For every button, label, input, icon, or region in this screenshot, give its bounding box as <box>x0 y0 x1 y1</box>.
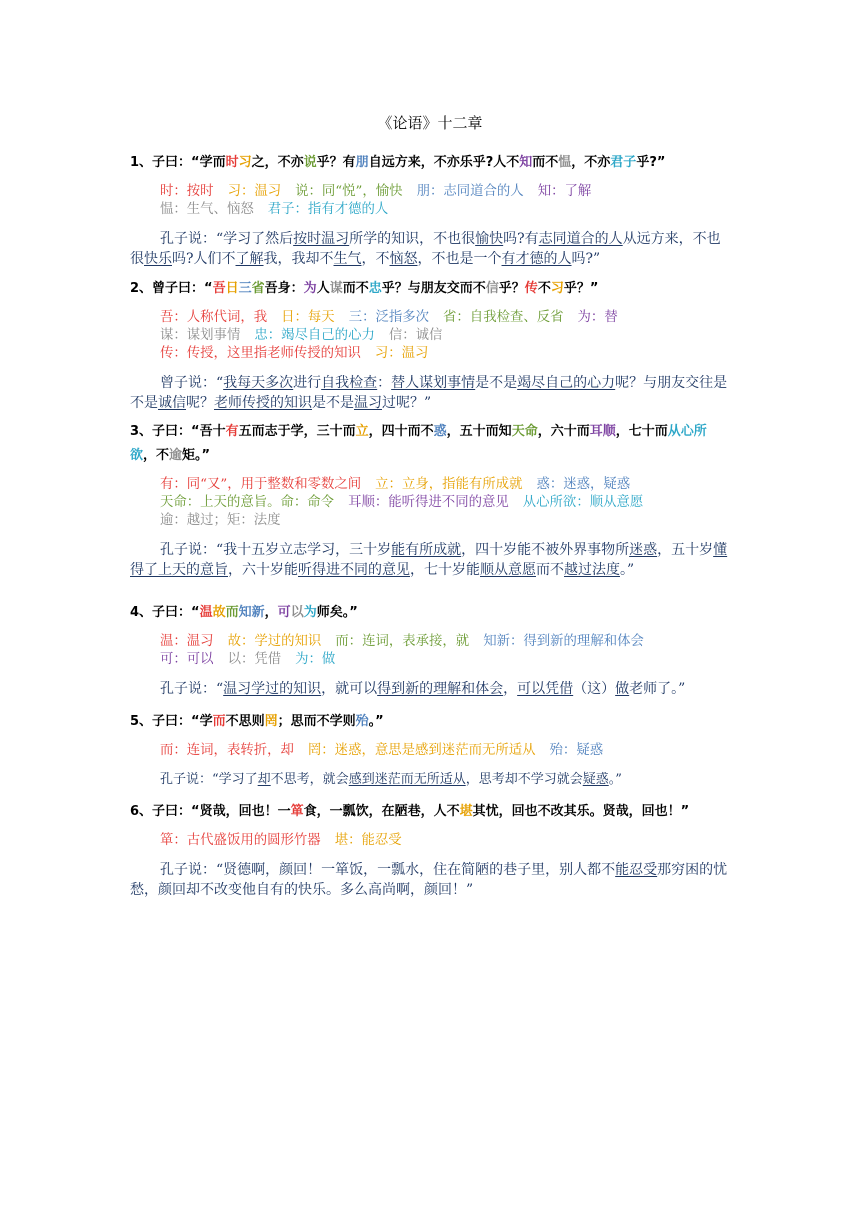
chapter-4 <box>130 601 732 699</box>
text-run: 那穷困的忧愁，颜回却不改变他自有的快乐。多么高尚啊，颜回！” <box>130 862 728 898</box>
keyword-underline: 温习学过的知识 <box>223 681 322 697</box>
text-run: 吾 <box>212 281 226 296</box>
keyword-underline: 愉快 <box>475 231 504 247</box>
text-run: ，五十岁 <box>657 542 714 558</box>
keyword-underline: 做 <box>615 681 630 697</box>
text-run: 吗?” <box>571 251 601 267</box>
text-run: 人 <box>316 281 330 296</box>
text-run: 逾 <box>169 448 183 463</box>
annotation: 吾：人称代词，我 <box>160 310 268 325</box>
annotations <box>130 476 732 530</box>
text-run: 呢？ <box>186 395 214 411</box>
keyword-underline: 有才德的人 <box>501 251 572 267</box>
annotation-line <box>160 633 732 651</box>
keyword-underline: 顺从意愿 <box>480 562 536 578</box>
text-run: 殆 <box>355 714 369 729</box>
annotations <box>130 309 732 363</box>
keyword-underline: 了解 <box>235 251 264 267</box>
keyword-underline: 得到新的理解和体会 <box>377 681 504 697</box>
text-run: 耳顺 <box>589 424 616 439</box>
translation <box>130 373 732 413</box>
annotation-line <box>160 183 732 201</box>
text-run: 吾身： <box>264 281 304 296</box>
text-run: 师矣。” <box>316 605 358 620</box>
annotation: 堪：能忍受 <box>334 833 402 848</box>
annotation: 愠：生气、恼怒 <box>160 202 254 217</box>
text-run: ： <box>377 375 392 391</box>
annotation: 有：同“又”，用于整数和零数之间 <box>160 477 362 492</box>
text-run: 5、子曰：“学 <box>130 714 213 729</box>
annotation: 习：温习 <box>374 346 429 361</box>
annotation: 日：每天 <box>281 310 335 325</box>
text-run: ，就可以 <box>321 681 378 697</box>
annotation-line <box>160 494 732 512</box>
text-run: 知 <box>519 155 533 170</box>
chapter-1 <box>130 151 732 269</box>
annotation-line <box>160 345 732 363</box>
keyword-underline: 老师传授的知识 <box>214 395 312 411</box>
annotation-line <box>160 651 732 669</box>
keyword-underline: 快乐 <box>144 251 172 267</box>
text-run: 而不 <box>532 155 559 170</box>
annotation: 罔：迷惑，意思是感到迷茫而无所适从 <box>307 743 536 758</box>
text-run: 孔子说：“贤德啊，颜回！一箪饭，一瓢水，住在简陋的巷子里，别人都不 <box>160 862 616 878</box>
text-run: ， <box>264 605 278 620</box>
text-run: ，四十而不 <box>368 424 434 439</box>
text-run: ，五十而知 <box>446 424 512 439</box>
verse <box>130 601 732 625</box>
annotation: 故：学过的知识 <box>227 634 322 649</box>
text-run: 而不 <box>342 281 369 296</box>
text-run: 所学的知识，不也很 <box>349 231 476 247</box>
text-run: ， <box>503 681 518 697</box>
annotations <box>130 742 732 760</box>
keyword-underline: 按时温习 <box>293 231 350 247</box>
keyword-underline: 诚信 <box>158 395 186 411</box>
keyword-underline: 感到迷茫而无所适从 <box>348 772 466 787</box>
text-run: 自远方来，不亦乐乎?人不 <box>368 155 520 170</box>
annotations <box>130 183 732 219</box>
text-run: 3、子曰：“吾十 <box>130 424 226 439</box>
text-run: 是不是 <box>312 395 354 411</box>
annotation: 天命：上天的意旨。命：命令 <box>160 495 335 510</box>
annotation-line <box>160 327 732 345</box>
translation <box>130 860 732 900</box>
text-run: 呢？与朋友交往是不是 <box>130 375 728 411</box>
keyword-underline: 我每天多次 <box>223 375 294 391</box>
text-run: 习 <box>238 155 252 170</box>
text-run: 日 <box>225 281 239 296</box>
text-run: 有 <box>225 424 239 439</box>
annotation: 朋：志同道合的人 <box>416 184 524 199</box>
text-run: 五而志于学，三十而 <box>238 424 356 439</box>
annotation-line <box>160 742 732 760</box>
text-run: ，思考却不学习就会 <box>465 772 583 787</box>
text-run: 以 <box>290 605 304 620</box>
text-run: 不思则 <box>225 714 265 729</box>
text-run: 乎？有 <box>316 155 356 170</box>
text-run: 三 <box>238 281 252 296</box>
text-run: ；思而不学则 <box>277 714 356 729</box>
keyword-underline: 能忍受 <box>615 862 658 878</box>
keyword-underline: 法度 <box>592 562 620 578</box>
text-run: 故 <box>212 605 226 620</box>
keyword-underline: 自我检查 <box>321 375 378 391</box>
keyword-underline: 却 <box>257 772 271 787</box>
text-run: 乎？ <box>498 281 525 296</box>
text-run: 进行 <box>293 375 322 391</box>
text-run: 愠 <box>558 155 572 170</box>
text-run: 2、曾子曰：“ <box>130 281 213 296</box>
text-run: 吗?人们不 <box>172 251 236 267</box>
verse <box>130 710 732 734</box>
keyword-underline: 懂得了上天的意旨 <box>130 542 728 578</box>
text-run: ，不 <box>143 448 170 463</box>
annotation: 惑：迷惑，疑惑 <box>536 477 631 492</box>
text-run: 食，一瓢饮，在陋巷，人不 <box>303 804 460 819</box>
annotation: 为：替 <box>577 310 618 325</box>
annotation: 传：传授，这里指老师传授的知识 <box>160 346 361 361</box>
text-run: 其忧，回也不改其乐。贤哉，回也！” <box>472 804 690 819</box>
text-run: 我，我却不 <box>263 251 334 267</box>
text-run: 省 <box>251 281 265 296</box>
text-run: ，不也是一个 <box>417 251 502 267</box>
annotation: 从心所欲：顺从意愿 <box>522 495 644 510</box>
keyword-underline: 能有所成就 <box>391 542 462 558</box>
translation <box>130 540 732 580</box>
annotations <box>130 832 732 850</box>
keyword-underline: 恼怒 <box>389 251 418 267</box>
text-run: ，不亦 <box>571 155 611 170</box>
text-run: 惑 <box>433 424 447 439</box>
annotation-line <box>160 512 732 530</box>
keyword-underline: 听得进不同的意见 <box>298 562 410 578</box>
keyword-underline: 替人谋划事情 <box>391 375 476 391</box>
text-run: 孔子说：“我十五岁立志学习，三十岁 <box>160 542 392 558</box>
text-run: 乎？与朋友交而不 <box>381 281 486 296</box>
annotation: 以：凭借 <box>227 652 282 667</box>
annotation: 逾：越过；矩：法度 <box>160 513 281 528</box>
annotation: 忠：竭尽自己的心力 <box>254 328 375 343</box>
text-run: 时 <box>225 155 239 170</box>
text-run: 。” <box>620 562 635 578</box>
text-run: 为 <box>303 605 317 620</box>
chapter-6 <box>130 800 732 900</box>
annotation: 习：温习 <box>227 184 282 199</box>
verse <box>130 800 732 824</box>
keyword-underline: 竭尽自己的心力 <box>517 375 616 391</box>
text-run: 堪 <box>459 804 473 819</box>
annotation: 而：连词，表转折，却 <box>160 743 294 758</box>
text-run: 习 <box>550 281 564 296</box>
chapter-5 <box>130 710 732 790</box>
text-run: 说 <box>303 155 317 170</box>
annotation: 箪：古代盛饭用的圆形竹器 <box>160 833 321 848</box>
text-run: ，六十而 <box>537 424 590 439</box>
text-run: 。” <box>368 714 384 729</box>
text-run: ，四十岁能不被外界事物所 <box>461 542 630 558</box>
keyword-underline: 迷惑 <box>629 542 658 558</box>
text-run: 而 <box>212 714 226 729</box>
annotation-line <box>160 476 732 494</box>
text-run: ，不 <box>361 251 390 267</box>
text-run: 。” <box>608 772 622 787</box>
annotation: 信：诚信 <box>388 328 443 343</box>
annotation: 三：泛指多次 <box>348 310 430 325</box>
annotation: 君子：指有才德的人 <box>267 202 389 217</box>
keyword-underline: 疑惑 <box>582 772 609 787</box>
text-run: 传 <box>524 281 538 296</box>
keyword-underline: 生气 <box>333 251 362 267</box>
text-run: 信 <box>485 281 499 296</box>
keyword-underline: 志同道合的人 <box>538 231 623 247</box>
text-run: ，六十岁能 <box>228 562 298 578</box>
text-run: 乎？” <box>563 281 599 296</box>
annotation-line <box>160 832 732 850</box>
text-run: 矩。” <box>182 448 211 463</box>
annotation-line <box>160 201 732 219</box>
text-run: 孔子说：“ <box>160 681 224 697</box>
translation <box>130 229 732 269</box>
text-run: 过呢？” <box>382 395 432 411</box>
text-run: 为 <box>303 281 317 296</box>
text-run: 6、子曰：“贤哉，回也！一 <box>130 804 291 819</box>
annotations <box>130 633 732 669</box>
text-run: 朋 <box>355 155 369 170</box>
annotation: 时：按时 <box>160 184 214 199</box>
verse <box>130 277 732 301</box>
text-run: 老师了。” <box>629 681 686 697</box>
annotation: 殆：疑惑 <box>549 743 604 758</box>
text-run: 忠 <box>368 281 382 296</box>
text-run: 天命 <box>511 424 538 439</box>
text-run: 之，不亦 <box>251 155 304 170</box>
text-run: 可 <box>277 605 291 620</box>
text-run: 箪 <box>290 804 304 819</box>
text-run: 乎?” <box>636 155 666 170</box>
text-run: 孔子说：“学习了 <box>160 772 258 787</box>
text-run: （这） <box>573 681 616 697</box>
annotation: 为：做 <box>295 652 336 667</box>
text-run: 而不 <box>536 562 564 578</box>
text-run: 罔 <box>264 714 278 729</box>
text-run: 4、子曰：“ <box>130 605 200 620</box>
text-run: 知新 <box>238 605 265 620</box>
text-run: 不 <box>537 281 551 296</box>
translation <box>130 770 732 790</box>
chapter-3 <box>130 420 732 580</box>
translation <box>130 679 732 699</box>
text-run: 君子 <box>610 155 637 170</box>
document-title: 《论语》十二章 <box>377 114 483 132</box>
annotation: 可：可以 <box>160 652 214 667</box>
text-run: 立 <box>355 424 369 439</box>
text-run: 不思考，就会 <box>270 772 349 787</box>
text-run: 温 <box>199 605 213 620</box>
text-run: 吗?有 <box>503 231 539 247</box>
annotation: 知新：得到新的理解和体会 <box>483 634 644 649</box>
annotation: 省：自我检查、反省 <box>443 310 564 325</box>
annotation: 温：温习 <box>160 634 214 649</box>
annotation: 谋：谋划事情 <box>160 328 241 343</box>
annotation: 知：了解 <box>537 184 592 199</box>
annotation: 说：同“悦”，愉快 <box>295 184 403 199</box>
annotation: 立：立身，指能有所成就 <box>375 477 523 492</box>
annotation-line <box>160 309 732 327</box>
keyword-underline: 温习 <box>354 395 382 411</box>
annotation: 耳顺：能听得进不同的意见 <box>348 495 509 510</box>
text-run: 而 <box>225 605 239 620</box>
verse <box>130 151 732 175</box>
text-run: 曾子说：“ <box>160 375 224 391</box>
verse <box>130 420 732 468</box>
keyword-underline: 可以凭借 <box>517 681 574 697</box>
text-run: 从心所欲 <box>130 424 707 463</box>
text-run: ，七十岁能 <box>410 562 480 578</box>
keyword-underline: 越过 <box>564 562 592 578</box>
text-run: 谋 <box>329 281 343 296</box>
text-run: 从远方来，不也很 <box>130 231 721 267</box>
text-run: 是不是 <box>475 375 518 391</box>
text-run: 孔子说：“学习了然后 <box>160 231 294 247</box>
text-run: ，七十而 <box>615 424 668 439</box>
chapter-2 <box>130 277 732 413</box>
annotation: 而：连词，表承接，就 <box>335 634 470 649</box>
text-run: 1、子曰：“学而 <box>130 155 226 170</box>
